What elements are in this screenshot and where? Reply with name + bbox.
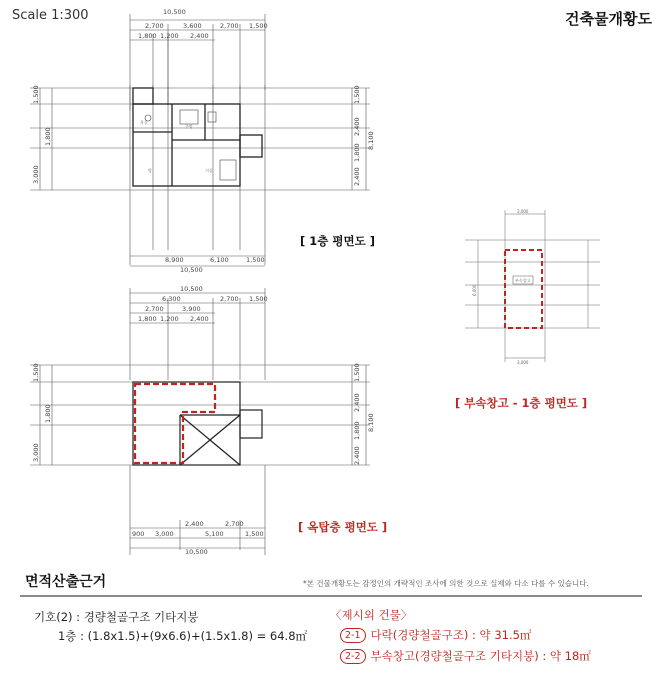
rooftop-attic-outline: [135, 384, 215, 463]
floor1-dim-top-5: 1,800: [138, 32, 157, 40]
rooftop-dim-right-3: 1,800: [353, 421, 361, 440]
excluded-item: [340, 627, 531, 643]
rooftop-dim-top-4: 2,700: [145, 305, 164, 313]
floor1-dim-top-1: 2,700: [145, 22, 164, 30]
annex-dim-bottom: 3,000: [517, 360, 529, 365]
floor1-caption: [ 1층 평면도 ]: [300, 234, 375, 248]
rooftop-dim-bottom-6: 1,500: [245, 530, 264, 538]
floor1-dim-right-2: 2,400: [353, 117, 361, 136]
rooftop-dim-total-top: 10,500: [180, 285, 203, 293]
rooftop-dim-bottom-total: 10,500: [185, 548, 208, 556]
floor1-room-label-3: 주방: [185, 124, 193, 129]
disclaimer-note: *본 건물개황도는 감정인의 개략적인 조사에 의한 것으로 실제와 다소 다를 수 있습니다.: [303, 579, 589, 588]
floor1-dim-bottom-3: 1,500: [246, 256, 265, 264]
annex-dim-side: 6,000: [472, 284, 477, 296]
rooftop-dim-bottom-3: 900: [132, 530, 145, 538]
rooftop-labels: [32, 285, 375, 556]
floor1-dim-top-2: 3,600: [183, 22, 202, 30]
floor1-dim-left-2: 1,800: [44, 127, 52, 146]
floor1-fixtures: [145, 110, 236, 180]
section-divider: [20, 595, 642, 597]
rooftop-dim-left-3: 3,000: [32, 443, 40, 462]
rooftop-dim-top-3: 1,500: [249, 295, 268, 303]
rooftop-caption: [ 옥탑층 평면도 ]: [298, 520, 388, 534]
item-badge: 2-2: [340, 649, 366, 664]
annex-dimension-lines: [465, 210, 600, 362]
rooftop-walls: [133, 382, 262, 465]
floor1-dim-bottom-1: 8,900: [165, 256, 184, 264]
rooftop-dim-top-5: 3,900: [182, 305, 201, 313]
rooftop-dim-left-1: 1,500: [32, 363, 40, 382]
floor1-room-label-1: 방: [148, 168, 152, 173]
item-badge: 2-1: [340, 628, 366, 643]
floor1-dim-top-4: 1,500: [249, 22, 268, 30]
floor1-dim-top-3: 2,700: [220, 22, 239, 30]
rooftop-dim-top-2: 2,700: [220, 295, 239, 303]
scale-label: Scale 1:300: [12, 8, 89, 23]
rooftop-dim-right-1: 1,500: [353, 363, 361, 382]
annex-room-label: 부속창고: [515, 278, 531, 283]
rooftop-dim-bottom-2: 2,700: [225, 520, 244, 528]
main-area-formula: 1층 : (1.8x1.5)+(9x6.6)+(1.5x1.8) = 64.8㎡: [58, 629, 308, 643]
floor1-room-label-4: 욕실: [140, 120, 148, 125]
rooftop-dim-left-2: 1,800: [44, 404, 52, 423]
rooftop-dim-top-1: 6,300: [162, 295, 181, 303]
floor1-dim-bottom-total: 10,500: [180, 266, 203, 274]
floor1-room-label-2: 거실: [205, 168, 213, 173]
item-text: 부속창고(경량철골구조 기타지붕) : 약 18㎡: [370, 649, 591, 663]
rooftop-dim-bottom-4: 3,000: [155, 530, 174, 538]
rooftop-dim-right-total: 8,100: [367, 413, 375, 432]
floor1-dim-left-1: 1,500: [32, 85, 40, 104]
rooftop-dimension-lines: [30, 288, 370, 555]
floor1-walls: [133, 88, 262, 186]
rooftop-dim-right-2: 2,400: [353, 393, 361, 412]
floor1-dim-right-total: 8,100: [367, 131, 375, 150]
rooftop-dim-bottom-1: 2,400: [185, 520, 204, 528]
annex-caption: [ 부속창고 - 1층 평면도 ]: [455, 396, 588, 410]
floor1-dim-top-6: 1,200: [160, 32, 179, 40]
rooftop-dim-bottom-5: 5,100: [205, 530, 224, 538]
annex-dim-top: 3,000: [517, 209, 529, 214]
floor1-dim-bottom-2: 6,100: [210, 256, 229, 264]
rooftop-dim-right-4: 2,400: [353, 446, 361, 465]
floor1-dim-top-7: 2,400: [190, 32, 209, 40]
floor1-dim-right-4: 2,400: [353, 167, 361, 186]
rooftop-dim-top-8: 2,400: [190, 315, 209, 323]
item-text: 다락(경량철골구조) : 약 31.5㎡: [370, 628, 532, 642]
main-building-label: 기호(2) : 경량철골구조 기타지붕: [34, 610, 199, 624]
area-basis-title: 면적산출근거: [25, 574, 107, 590]
floor1-dim-right-1: 1,500: [353, 85, 361, 104]
rooftop-dim-top-7: 1,200: [160, 315, 179, 323]
floor1-dim-right-3: 1,800: [353, 143, 361, 162]
excluded-item: [340, 648, 591, 664]
annex-outline: [472, 209, 542, 365]
floor1-dim-left-3: 3,000: [32, 165, 40, 184]
document-title: 건축물개황도: [565, 10, 652, 28]
floor1-dim-total-top: 10,500: [163, 8, 186, 16]
rooftop-dim-top-6: 1,800: [138, 315, 157, 323]
excluded-buildings-title: 〈제시외 건물〉: [330, 608, 413, 622]
